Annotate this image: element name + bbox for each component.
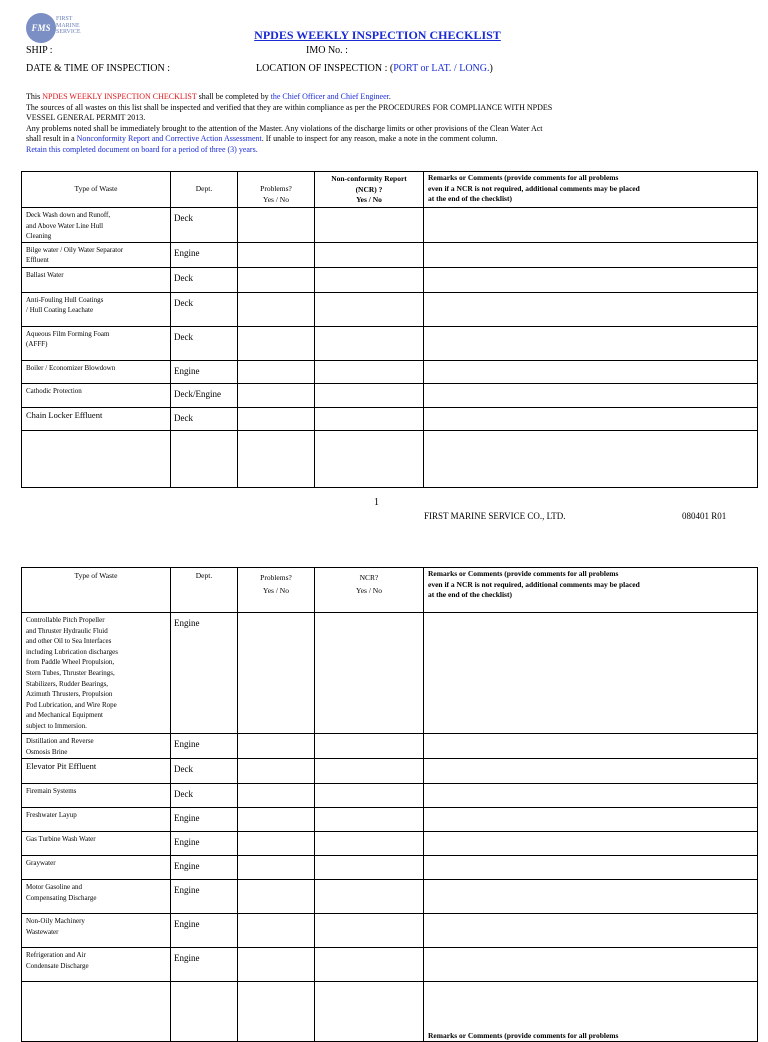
location-label: LOCATION OF INSPECTION : (PORT or LAT. / LONG.) (256, 63, 493, 74)
table-row (22, 808, 758, 832)
ncr-input-cell[interactable] (315, 613, 424, 734)
problems-input-cell[interactable] (238, 734, 315, 759)
ncr-input-cell[interactable] (315, 326, 424, 360)
remarks-input-cell[interactable] (424, 808, 758, 832)
problems-input-cell[interactable] (238, 784, 315, 808)
ncr-input-cell[interactable] (315, 407, 424, 430)
problems-input-cell[interactable] (238, 242, 315, 267)
table-row (22, 832, 758, 856)
remarks-input-cell[interactable] (424, 734, 758, 759)
waste-type-cell: Refrigeration and Air Condensate Discharge (22, 948, 171, 982)
table-header-row (22, 568, 758, 613)
company-logo (26, 13, 86, 45)
col-dept-header: Dept. (171, 568, 238, 613)
problems-input-cell[interactable] (238, 832, 315, 856)
waste-type-cell: Bilge water / Oily Water Separator Effluent (22, 242, 171, 267)
logo-mark: FMS (26, 13, 56, 43)
remarks-input-cell[interactable] (424, 832, 758, 856)
dept-cell: Deck (171, 326, 238, 360)
dept-cell: Deck/Engine (171, 383, 238, 407)
dept-cell: Engine (171, 914, 238, 948)
page-number: 1 (374, 497, 379, 508)
dept-cell: Deck (171, 208, 238, 243)
problems-input-cell[interactable] (238, 292, 315, 326)
col-problems-header: Problems? Yes / No (238, 568, 315, 613)
waste-type-cell: Firemain Systems (22, 784, 171, 808)
ncr-input-cell[interactable] (315, 808, 424, 832)
remarks-input-cell[interactable] (424, 430, 758, 487)
col-problems-header: Problems? Yes / No (238, 172, 315, 208)
waste-type-cell: Distillation and Reverse Osmosis Brine (22, 734, 171, 759)
col-ncr-header: NCR? Yes / No (315, 568, 424, 613)
problems-input-cell[interactable] (238, 808, 315, 832)
dept-cell: Engine (171, 948, 238, 982)
document-title: NPDES WEEKLY INSPECTION CHECKLIST (254, 28, 501, 42)
dept-cell: Deck (171, 407, 238, 430)
table-row (22, 267, 758, 292)
dept-cell: Engine (171, 856, 238, 880)
dept-cell: Deck (171, 784, 238, 808)
ncr-input-cell[interactable] (315, 948, 424, 982)
table-row (22, 914, 758, 948)
col-type-header: Type of Waste (22, 568, 171, 613)
problems-input-cell[interactable] (238, 360, 315, 383)
ncr-input-cell[interactable] (315, 784, 424, 808)
waste-type-cell (22, 430, 171, 487)
dept-cell: Engine (171, 613, 238, 734)
ncr-input-cell[interactable] (315, 880, 424, 914)
dept-cell: Engine (171, 832, 238, 856)
waste-type-cell: Freshwater Layup (22, 808, 171, 832)
logo-text: FIRST MARINE SERVICE (56, 16, 81, 35)
inspection-table-2 (21, 567, 758, 1042)
ship-label: SHIP : (26, 45, 53, 56)
problems-input-cell[interactable] (238, 613, 315, 734)
waste-type-cell: Non-Oily Machinery Wastewater (22, 914, 171, 948)
imo-label: IMO No. : (306, 45, 348, 56)
col-remarks-header: Remarks or Comments (provide comments for all problems even if a NCR is not required, additional comments may be placed at the end of the checklist) (424, 568, 758, 613)
waste-type-cell: Anti-Fouling Hull Coatings / Hull Coating Leachate (22, 292, 171, 326)
dept-cell: Engine (171, 360, 238, 383)
remarks-input-cell[interactable] (424, 948, 758, 982)
waste-type-cell: Chain Locker Effluent (22, 407, 171, 430)
problems-input-cell[interactable] (238, 326, 315, 360)
problems-input-cell[interactable] (238, 430, 315, 487)
table-row (22, 759, 758, 784)
ncr-input-cell[interactable] (315, 430, 424, 487)
dept-cell: Deck (171, 759, 238, 784)
table-row (22, 430, 758, 487)
problems-input-cell[interactable] (238, 948, 315, 982)
remarks-input-cell[interactable] (424, 360, 758, 383)
table-row (22, 948, 758, 982)
remarks-input-cell[interactable] (424, 267, 758, 292)
dept-cell: Deck (171, 267, 238, 292)
remarks-input-cell[interactable] (424, 914, 758, 948)
dept-cell: Engine (171, 242, 238, 267)
problems-input-cell[interactable] (238, 759, 315, 784)
waste-type-cell: Cathodic Protection (22, 383, 171, 407)
waste-type-cell: Ballast Water (22, 267, 171, 292)
remarks-input-cell[interactable] (424, 982, 758, 1042)
waste-type-cell: Graywater (22, 856, 171, 880)
remarks-input-cell[interactable] (424, 242, 758, 267)
ncr-input-cell[interactable] (315, 292, 424, 326)
table-header-row (22, 172, 758, 208)
remarks-input-cell[interactable] (424, 880, 758, 914)
dept-cell: Engine (171, 734, 238, 759)
ncr-input-cell[interactable] (315, 734, 424, 759)
col-ncr-header: Non-conformity Report (NCR) ? Yes / No (315, 172, 424, 208)
ncr-input-cell[interactable] (315, 759, 424, 784)
remarks-input-cell[interactable] (424, 613, 758, 734)
dept-cell: Deck (171, 292, 238, 326)
col-remarks-header: Remarks or Comments (provide comments for all problems even if a NCR is not required, additional comments may be placed at the end of the checklist) (424, 172, 758, 208)
dept-cell (171, 430, 238, 487)
ncr-input-cell[interactable] (315, 383, 424, 407)
table-row (22, 208, 758, 243)
table-row (22, 292, 758, 326)
table-row (22, 326, 758, 360)
dept-cell: Engine (171, 808, 238, 832)
ncr-input-cell[interactable] (315, 832, 424, 856)
table-row (22, 242, 758, 267)
waste-type-cell (22, 982, 171, 1042)
waste-type-cell: Boiler / Economizer Blowdown (22, 360, 171, 383)
waste-type-cell: Deck Wash down and Runoff, and Above Water Line Hull Cleaning (22, 208, 171, 243)
footer-company: FIRST MARINE SERVICE CO., LTD. (424, 511, 566, 521)
col-type-header: Type of Waste (22, 172, 171, 208)
ncr-input-cell[interactable] (315, 208, 424, 243)
table-row (22, 734, 758, 759)
datetime-label: DATE & TIME OF INSPECTION : (26, 63, 170, 74)
instructions: This NPDES WEEKLY INSPECTION CHECKLIST shall be completed by the Chief Officer and Chief Engineer. The sources of all wastes on this list shall be inspected and verified that they are within compliance as per the PROCEDURES FOR COMPLIANCE WITH NPDES VESSEL GENERAL PERMIT 2013. Any problems noted shall be immediately brought to the attention of the Master. Any violations of the discharge limits or other provisions of the Clean Water Act shall result in a Nonconformity Report and Corrective Action Assessment. If unable to inspect for any reason, make a note in the comment column. Retain this completed document on board for a period of three (3) years. (26, 92, 553, 154)
table-row (22, 383, 758, 407)
problems-input-cell[interactable] (238, 880, 315, 914)
remarks-input-cell[interactable] (424, 292, 758, 326)
remarks-input-cell[interactable] (424, 208, 758, 243)
ncr-input-cell[interactable] (315, 982, 424, 1042)
problems-input-cell[interactable] (238, 982, 315, 1042)
ncr-input-cell[interactable] (315, 267, 424, 292)
col-dept-header: Dept. (171, 172, 238, 208)
problems-input-cell[interactable] (238, 914, 315, 948)
problems-input-cell[interactable] (238, 208, 315, 243)
ncr-input-cell[interactable] (315, 914, 424, 948)
waste-type-cell: Elevator Pit Effluent (22, 759, 171, 784)
waste-type-cell: Controllable Pitch Propeller and Thruster Hydraulic Fluid and other Oil to Sea Interfaces including Lubrication discharges from Paddle Wheel Propulsion, Stern Tubes, Thruster Bearings, Stabilizers, Rudder Bearings, Azimuth Thrusters, Propulsion Pod Lubrication, and Wire Rope and Mechanical Equipment subject to Immersion. (22, 613, 171, 734)
table-row (22, 880, 758, 914)
remarks-input-cell[interactable] (424, 383, 758, 407)
table-row (22, 856, 758, 880)
table-row (22, 360, 758, 383)
footer-code: 080401 R01 (682, 511, 727, 521)
remarks-input-cell[interactable] (424, 407, 758, 430)
problems-input-cell[interactable] (238, 407, 315, 430)
remarks-input-cell[interactable] (424, 784, 758, 808)
problems-input-cell[interactable] (238, 383, 315, 407)
ncr-input-cell[interactable] (315, 856, 424, 880)
remarks-input-cell[interactable] (424, 856, 758, 880)
ncr-input-cell[interactable] (315, 242, 424, 267)
problems-input-cell[interactable] (238, 856, 315, 880)
table-row (22, 613, 758, 734)
table-row (22, 407, 758, 430)
ncr-input-cell[interactable] (315, 360, 424, 383)
table-row (22, 982, 758, 1042)
dept-cell: Engine (171, 880, 238, 914)
table-row (22, 784, 758, 808)
problems-input-cell[interactable] (238, 267, 315, 292)
waste-type-cell: Motor Gasoline and Compensating Discharge (22, 880, 171, 914)
inspection-table-1 (21, 171, 758, 488)
remarks-input-cell[interactable] (424, 759, 758, 784)
remarks-input-cell[interactable] (424, 326, 758, 360)
waste-type-cell: Aqueous Film Forming Foam (AFFF) (22, 326, 171, 360)
dept-cell (171, 982, 238, 1042)
waste-type-cell: Gas Turbine Wash Water (22, 832, 171, 856)
remarks-header-continued: Remarks or Comments (provide comments for all problems (428, 1030, 619, 1040)
